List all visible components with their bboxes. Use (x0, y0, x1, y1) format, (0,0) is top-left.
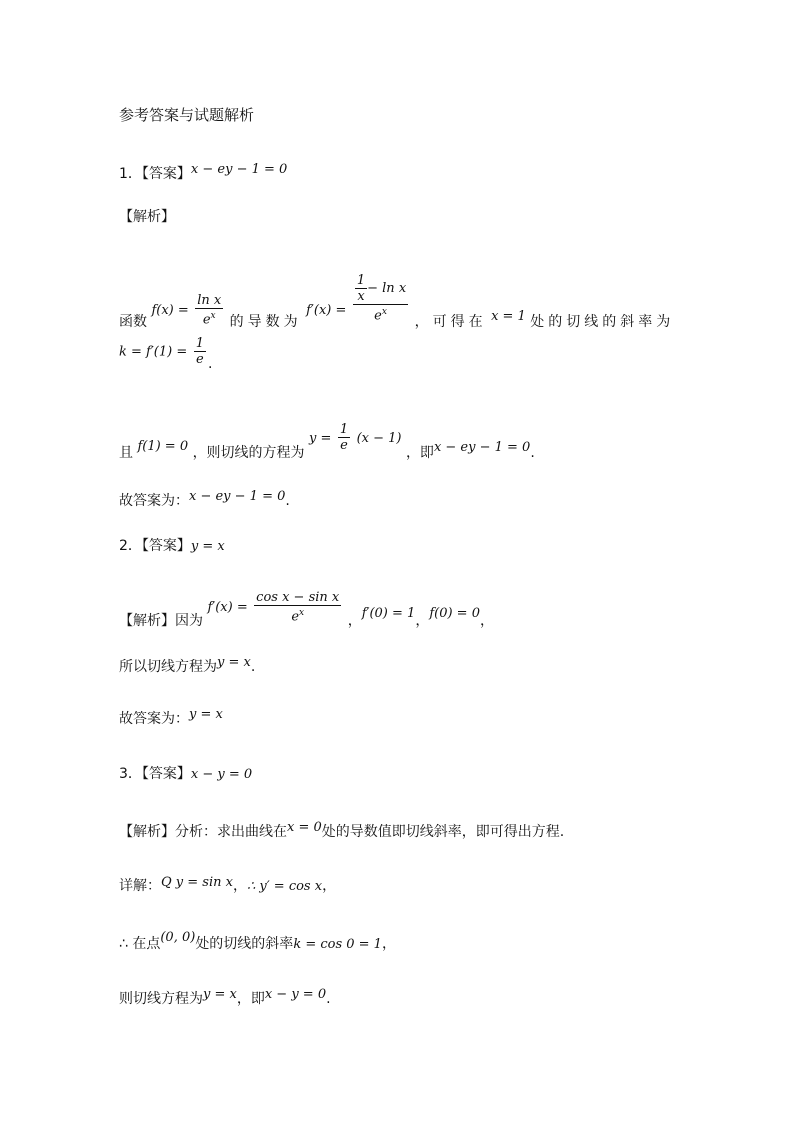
q2-fp-lhs: f′(x) = (207, 600, 248, 616)
q2-tangent-text: 所以切线方程为 (119, 659, 217, 675)
q1-text-and: 且 (119, 444, 133, 461)
q2-fp-den: e (291, 609, 300, 625)
q2-comma-1: ， (347, 613, 362, 630)
q2-conclusion-math: y = x (189, 707, 223, 722)
page-title: 参考答案与试题解析 (119, 106, 255, 124)
q1-derivative-line (119, 255, 675, 331)
q1-text-obtain: ，可得在 (414, 314, 487, 331)
q3-final-b: ，即 (236, 991, 265, 1007)
q2-fp0: f′(0) = 1 (361, 606, 416, 622)
q2-fp-fraction (254, 590, 341, 624)
q3-answer-line (119, 765, 252, 784)
q1-fp-den-sup: x (381, 307, 387, 317)
q3-point-k: k = cos 0 = 1 (293, 937, 382, 952)
q3-analysis-a: 【解析】分析：求出曲线在 (119, 824, 287, 840)
q2-answer-line (119, 537, 225, 556)
q2-fp-den-wrap (254, 606, 341, 624)
q2-analysis-label: 【解析】因为 (119, 613, 203, 630)
q3-point-end: ， (381, 936, 396, 952)
q1-fp-den: e (374, 308, 382, 324)
q1-text-tangent-eq: ，则切线的方程为 (192, 444, 305, 461)
q3-analysis-math: x = 0 (287, 820, 322, 835)
q1-conclusion-label: 故答案为： (119, 493, 189, 509)
q1-f-den-sup: x (210, 311, 216, 321)
q1-fp-fraction (353, 273, 408, 323)
q1-k-fraction (194, 336, 206, 367)
q3-point-a: ∴ 在点 (119, 936, 161, 952)
q2-conclusion-label: 故答案为： (119, 711, 189, 727)
q1-fp-lhs: f′(x) = (306, 303, 347, 319)
q1-fp-den-wrap (353, 305, 408, 323)
q1-f-lhs: f(x) = (151, 303, 189, 319)
q1-fp-inner-num: 1 (356, 273, 366, 288)
q1-y-lhs: y = (309, 430, 332, 446)
q3-final-line (119, 987, 331, 1009)
q1-fp-num (353, 273, 408, 305)
q1-final-period: . (530, 444, 535, 461)
q1-k-num: 1 (195, 336, 204, 351)
q1-k-lhs: k = f′(1) = (119, 344, 188, 360)
q1-text-derivative: 的导数为 (229, 314, 302, 331)
q3-detail-comma: ， (232, 878, 247, 894)
q3-analysis-line (119, 820, 565, 842)
q1-conclusion-math: x − ey − 1 = 0 (189, 489, 286, 504)
q1-tangent-line (119, 410, 535, 461)
q3-point-line (119, 930, 396, 954)
q3-point-b: 处的切线的斜率 (195, 936, 294, 952)
q1-text-slope: 处的切线的斜率为 (530, 314, 675, 331)
q2-fp-den-sup: x (299, 608, 305, 618)
q1-answer-label: 1．【答案】 (119, 166, 191, 182)
q1-f-fraction (195, 293, 223, 327)
q1-fp-inner-fraction (355, 273, 367, 304)
q2-answer-label: 2．【答案】 (119, 538, 191, 554)
q3-point-math: (0, 0) (160, 930, 196, 945)
q1-slope-line (119, 336, 213, 372)
q1-f-num: ln x (197, 293, 222, 308)
q1-conclusion-line (119, 489, 290, 511)
q2-tangent-line (119, 655, 256, 677)
q1-final-eq: x − ey − 1 = 0 (433, 439, 531, 455)
q1-f1: f(1) = 0 (137, 438, 189, 454)
q3-final-math-1: y = x (203, 987, 237, 1002)
q2-comma-2: ， (415, 613, 430, 630)
q2-comma-3: ， (479, 613, 494, 630)
q1-analysis-label: 【解析】 (119, 209, 175, 225)
q3-detail-math-1: Q y = sin x (161, 875, 233, 890)
q1-answer-math: x − ey − 1 = 0 (190, 162, 288, 177)
q3-answer-label: 3．【答案】 (119, 766, 191, 782)
q1-k-den: e (195, 352, 204, 367)
q1-f-den: e (202, 312, 211, 328)
q1-text-ie: ，即 (405, 444, 434, 461)
q3-detail-line (119, 877, 336, 896)
q1-fp-num-rest: − ln x (367, 281, 407, 296)
q3-final-math-2: x − y = 0 (264, 987, 327, 1002)
q3-detail-label: 详解： (119, 878, 161, 894)
q2-f0: f(0) = 0 (429, 606, 480, 622)
q1-k-period: . (207, 355, 213, 372)
q3-detail-math-2: ∴ y′ = cos x (246, 879, 323, 894)
q1-answer-line (119, 162, 288, 184)
q1-x-eq-1: x = 1 (491, 309, 526, 325)
q3-detail-end: ， (322, 878, 337, 894)
q3-final-end: . (326, 991, 331, 1007)
q2-conclusion-line (119, 707, 223, 729)
q1-y-den: e (340, 438, 348, 453)
q1-text-function: 函数 (119, 314, 147, 331)
q1-f-den-wrap (195, 309, 223, 327)
q2-tangent-math: y = x (217, 655, 251, 670)
q2-answer-math: y = x (190, 539, 225, 554)
q3-answer-math: x − y = 0 (190, 767, 253, 782)
q3-final-a: 则切线方程为 (119, 991, 203, 1007)
q2-analysis-line (119, 580, 494, 630)
q1-y-fraction (338, 422, 350, 453)
q1-conclusion-period: . (285, 493, 290, 509)
q1-y-rest: (x − 1) (356, 430, 402, 446)
q1-y-num: 1 (339, 422, 349, 437)
q3-analysis-b: 处的导数值即切线斜率，即可得出方程. (321, 824, 565, 840)
q2-fp-num: cos x − sin x (256, 590, 340, 605)
q1-fp-inner-den: x (357, 289, 365, 304)
q2-tangent-period: . (250, 659, 256, 675)
